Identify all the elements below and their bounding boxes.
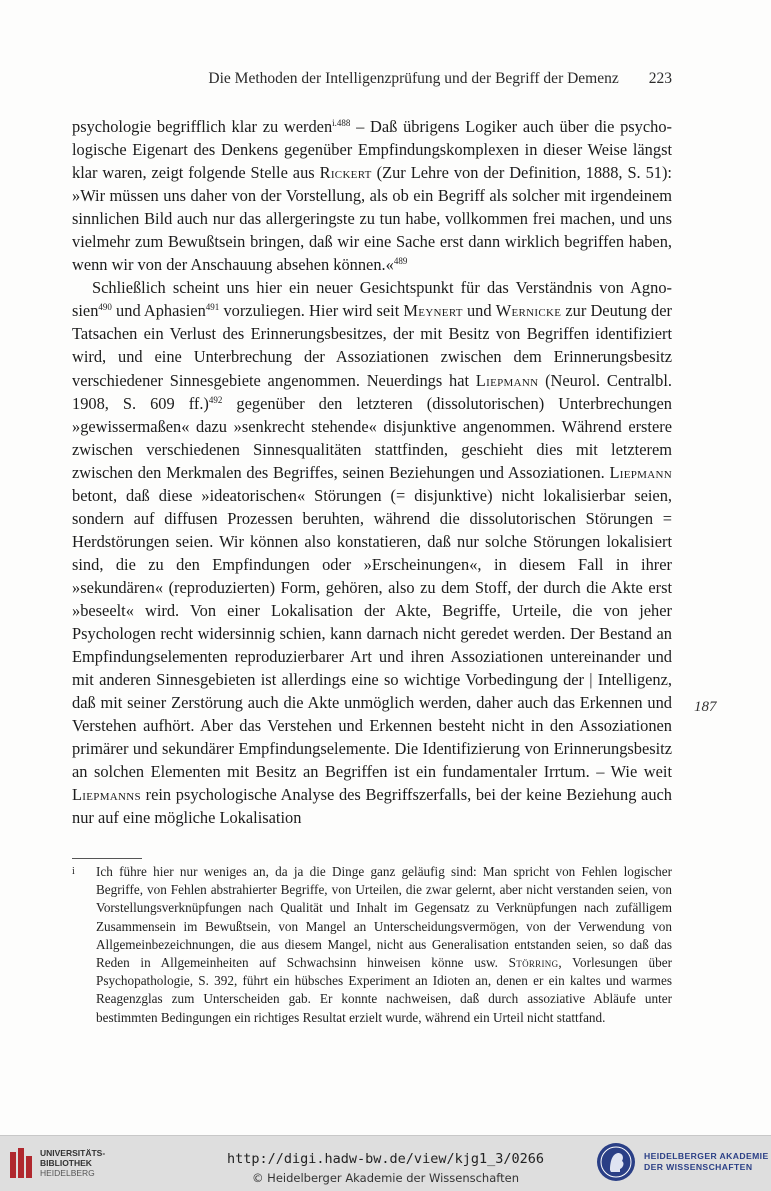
footnote-text: Ich führe hier nur weniges an, da ja die Dinge ganz geläufig sind: Man spricht von Fehlen logischer Begriffe, von Fehlen abstrahierter Begriffe, von Urteilen, die zwar gelernt, aber nicht verstanden seien, von Vorstellungsverknüpfungen nach Qualität und Inhalt im Gegensatz zu Verknüpfungen nach zufälligem Zusammensein im Bewußtsein, von Mangel an Unterscheidungsvermögen, von der Verwendung von Allgemeinbezeichnungen, die aus diesem Mangel, nicht aus Generalisation entstanden seien, so daß das Reden in Allgemeinheiten auf Schwachsinn hinweisen könne usw. Störring, Vorlesungen über Psychopathologie, S. 392, führt ein hübsches Experiment an Idioten an, denen er ein kaltes und warmes Reagenzglas zum Unterscheiden gab. Er konnte nachweisen, daß durch assoziative Abläufe unter bestimmten Bedingungen ein richtiges Resultat erzielt wurde, während ein Urteil nicht stattfand. [96,864,672,1025]
endnote-reference: 490 [98,302,112,313]
body-text [72,115,672,829]
footnote-reference[interactable]: i [332,118,335,128]
author-name: Liepmann [475,370,539,390]
university-library-logo[interactable]: UNIVERSITÄTS- BIBLIOTHEK HEIDELBERG [8,1146,105,1180]
viewer-footer-bar [0,1135,771,1191]
academy-seal-icon [596,1142,636,1182]
page-url-link[interactable]: http://digi.hadw-bw.de/view/kjg1_3/0266 [227,1151,544,1167]
paragraph: psychologie begrifflich klar zu werden$^{i.488}$ – Daß übrigens Logiker auch über die psychologische Eigenart des Denkens gegenüber Empfindungskomplexen in dieser Weise längst klar waren, zeigt folgende Stelle aus Rickert (Zur Lehre von der Definition, 1888, S. 51): »Wir müssen uns daher von der Vorstellung, als ob ein Begriff als solcher mit irgendeinem sinnlichen Bild auch nur das allergeringste zu tun habe, vollkommen frei machen, und uns vielmehr zum Bewußtsein bringen, daß wir eine Sache erst dann wirklich begriffen haben, wenn wir von der Anschauung absehen können.«$^{489}$ [72,117,672,275]
running-head [72,70,672,88]
endnote-reference: 489 [393,256,408,267]
copyright-notice: © Heidelberger Akademie der Wissenschaften [252,1171,519,1185]
endnote-reference: 492 [208,394,223,405]
running-head-title: Die Methoden der Intelligenzprüfung und der Begriff der Demenz [208,70,619,87]
page-number: 223 [648,70,672,87]
author-name: Störring [508,955,559,971]
author-name: Meynert [403,301,463,321]
footnote-divider [72,858,142,859]
author-name: Wernicke [495,301,562,321]
author-name: Rickert [319,163,372,183]
footnote [72,863,672,1027]
endnote-reference: 491 [205,302,220,313]
paragraph: Schließlich scheint uns hier ein neuer Gesichtspunkt für das Verständnis von Agnosien$^{490}$ und Aphasien$^{491}$ vorzuliegen. Hier wird seit Meynert und Wernicke zur Deutung der Tatsachen ein Verlust des Erinnerungsbesitzes, der mit Besitz von Begriffen identifiziert wird, und eine Unterbrechung der Assoziationen zwischen dem Erinnerungsbesitz verschiedener Sinnesgebiete angenommen. Neuerdings hat Liepmann (Neurol. Centralbl. 1908, S. 609 ff.)$^{492}$ gegenüber den letzteren (dissolutorischen) Unterbrechungen »gewissermaßen« dazu »senkrecht stehende« disjunktive angenommen. Während erstere zwischen verschiedenen Sinnesqualitäten stattfinden, geschieht dies mit letzterem zwischen den Merkmalen des Begriffes, seinen Beziehungen und Assoziationen. Liepmann betont, daß diese »ideatorischen« Störungen (= disjunktive) nicht lokalisierbar seien, sondern auf diffusen Prozessen beruhten, während die dissolutorischen Störungen = Herdstörungen seien. Wir können also konstatieren, daß nur solche Störungen lokalisiert sind, die zu den Empfindungen oder »Erscheinungen«, in diesem Fall in ihrer »sekundären« (reproduzierten) Form, gehören, also zu dem Stoff, der durch die Akte erst »beseelt« wird. Von einer Lokalisation der Akte, Begriffe, Urteile, die von jeher Psychologen recht widersinnig schien, kann darnach nicht geredet werden. Der Bestand an Empfindungselementen reproduzierbarer Art und ihren Assoziationen untereinander und mit anderen Sinnesgebieten ist allerdings eine so wichtige Vorbedingung der | Intelligenz, daß mit seiner Zerstörung auch die Akte unmöglich werden, daher auch das Erkennen und Verstehen aufhört. Aber das Verstehen und Erkennen besteht nicht in den Assoziationen primärer und sekundärer Empfindungselemente. Die Identifizierung von Erinnerungsbesitz an solchen Elementen mit Besitz an Begriffen ist ein fundamentaler Irrtum. – Wie weit Liepmanns rein psychologische Analyse des Begriffszerfalls, bei der keine Beziehung auch nur auf eine mögliche Lokalisation [72,278,672,828]
margin-page-number: 187 [694,699,717,715]
endnote-reference: .488 [334,118,351,128]
footnote-mark: i [72,866,75,877]
academy-logo[interactable]: HEIDELBERGER AKADEMIE DER WISSENSCHAFTEN [596,1142,769,1182]
author-name: Liepmanns [72,785,141,805]
author-name: Liepmann [609,462,672,482]
